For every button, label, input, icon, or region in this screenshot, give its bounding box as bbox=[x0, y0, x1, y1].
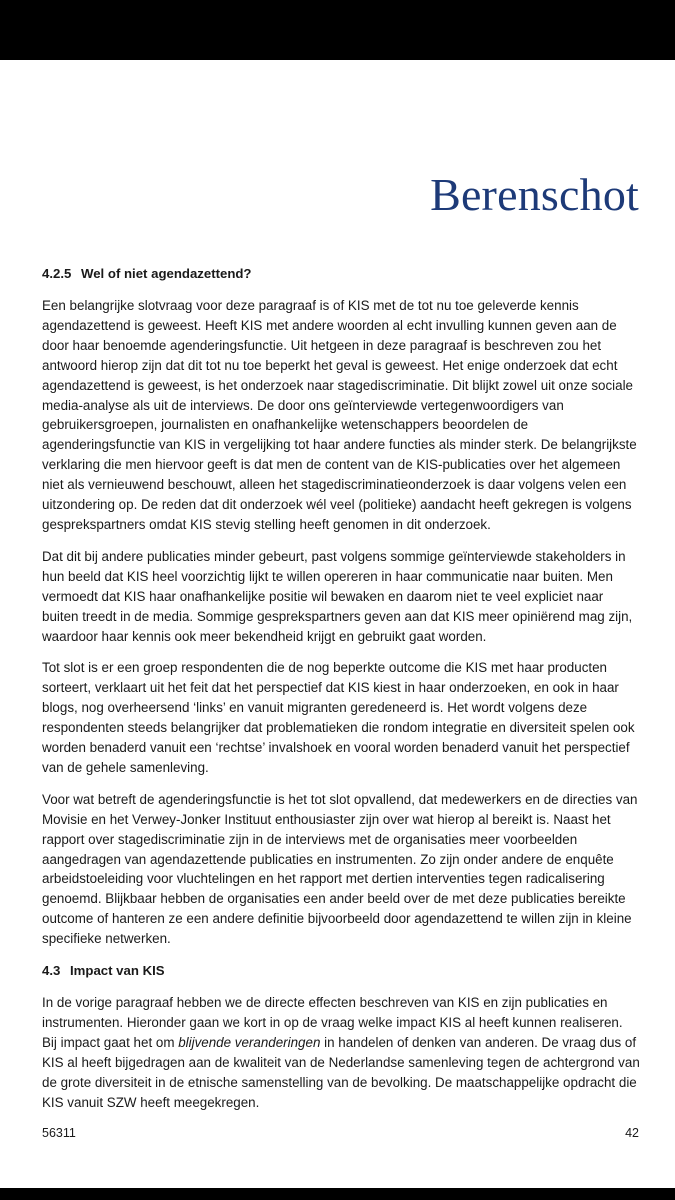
section-title: Impact van KIS bbox=[70, 963, 165, 979]
bottom-black-bar bbox=[0, 1188, 675, 1200]
section-heading-4-3 bbox=[42, 961, 640, 981]
section-title: Wel of niet agendazettend? bbox=[81, 266, 252, 281]
berenschot-logo: Berenschot bbox=[430, 169, 639, 220]
paragraph-4: Voor wat betreft de agenderingsfunctie is het tot slot opvallend, dat medewerkers en de directies van Movisie en het Verwey-Jonker Instituut enthousiaster zijn over wat hierop al bereikt is. Naast het rapport over stagediscriminatie zijn in de interviews met de organisaties meer voorbeelden aangedragen van agendazettende publicaties en instrumenten. Zo zijn onder andere de enquête arbeidstoeleiding voor vluchtelingen en het rapport met dertien interventies tegen radicalisering genoemd. Blijkbaar hebben de organisaties een ander beeld over de met deze publicaties bereikte outcome of hanteren ze een andere definitie bijvoorbeeld door agendazettend te willen zijn in kleine specifieke netwerken. bbox=[42, 791, 638, 947]
paragraph-text: in handelen of denken van anderen. De vraag dus of KIS al heeft bijgedragen aan de kwaliteit van de Nederlandse samenleving tegen de achtergrond van de grote diversiteit in de etnische samenstelling van de bevolking. De maatschappelijke opdracht die KIS vanuit SZW heeft meegekregen. bbox=[42, 1034, 640, 1110]
paragraph-1: Een belangrijke slotvraag voor deze paragraaf is of KIS met de tot nu toe geleverde kennis agendazettend is geweest. Heeft KIS met andere woorden al echt invulling kunnen geven aan de door haar benoemde agenderingsfunctie. Uit hetgeen in deze paragraaf is beschreven zou het antwoord hierop zijn dat dit tot nu toe beperkt het geval is geweest. Het enige onderzoek dat echt agendazettend is geweest, is het onderzoek naar stagediscriminatie. Dit blijkt zowel uit onze sociale media-analyse als uit de interviews. De door ons geïnterviewde vertegenwoordigers van gebruikersgroepen, journalisten en onafhankelijke wetenschappers beoordelen de agenderingsfunctie van KIS in vergelijking tot haar andere functies als minder sterk. De belangrijkste verklaring die men hiervoor geeft is dat men de content van de KIS-publicaties over het algemeen niet als vernieuwend beschouwt, alleen het stagediscriminatieonderzoek is daar volgens velen een uitzondering op. De reden dat dit onderzoek wél veel (politieke) aandacht heeft gekregen is volgens gesprekspartners omdat KIS stevig stelling heeft genomen in dit onderzoek. bbox=[42, 298, 637, 532]
top-black-bar bbox=[0, 0, 675, 60]
section-number: 4.2.5 bbox=[42, 266, 72, 281]
paragraph-3: Tot slot is er een groep respondenten die de nog beperkte outcome die KIS met haar producten sorteert, verklaart uit het feit dat het perspectief dat KIS kiest in haar onderzoeken, en ook in haar blogs, nog overheersend ‘links’ en vanuit migranten geredeneerd is. Het wordt volgens deze respondenten steeds belangrijker dat problematieken die rondom integratie en diversiteit spelen ook worden benaderd vanuit een ‘rechtse’ invalshoek en vooral worden benaderd vanuit het perspectief van de gehele samenleving. bbox=[42, 660, 635, 775]
paragraph-text: In de vorige paragraaf hebben we de directe effecten beschreven van KIS en zijn publicaties en instrumenten. Hieronder gaan we kort in op de vraag welke impact KIS al heeft kunnen realiseren. Bij impact gaat het om bbox=[42, 995, 623, 1050]
paragraph-2: Dat dit bij andere publicaties minder gebeurt, past volgens sommige geïnterviewde stakeholders in hun beeld dat KIS heel voorzichtig lijkt te willen opereren in haar communicatie naar buiten. Men vermoedt dat KIS haar onafhankelijke positie wil bewaken en daarom niet te veel expliciet naar buiten treedt in de media. Sommige gesprekspartners geven aan dat KIS meer opiniërend mag zijn, waardoor haar kennis ook meer bekendheid krijgt en gebruikt gaat worden. bbox=[42, 548, 633, 644]
paragraph-impact bbox=[42, 993, 640, 1112]
section-number: 4.3 bbox=[42, 963, 61, 979]
page-number: 42 bbox=[625, 1126, 639, 1140]
page-content bbox=[42, 264, 640, 1125]
section-heading-4-2-5 bbox=[42, 264, 640, 284]
document-number: 56311 bbox=[42, 1126, 76, 1140]
emphasis-text: blijvende veranderingen bbox=[178, 1034, 321, 1050]
